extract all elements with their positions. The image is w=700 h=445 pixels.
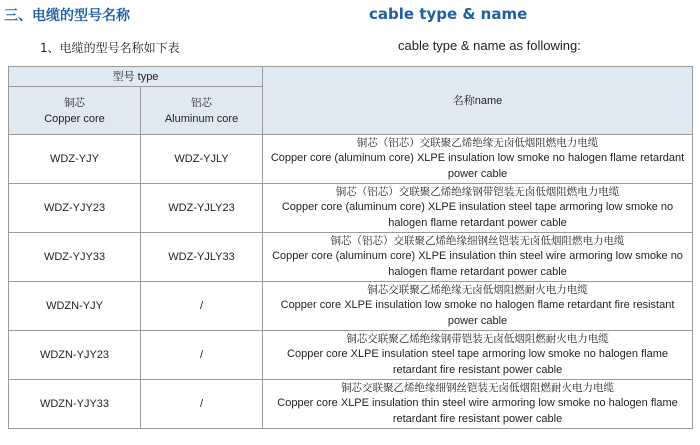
copper-model: WDZN-YJY: [9, 282, 141, 331]
copper-model: WDZ-YJY: [9, 135, 141, 184]
table-row: [9, 331, 693, 380]
cable-name-cn: 铜芯交联聚乙烯绝缘细钢丝铠装无卤低烟阻燃耐火电力电缆: [341, 381, 615, 394]
aluminum-model: /: [141, 282, 263, 331]
type-header: 型号 type: [9, 67, 263, 87]
cable-name-en-line2: halogen flame retardant power cable: [388, 265, 567, 278]
aluminum-core-header-en: Aluminum core: [164, 112, 239, 125]
aluminum-core-header: [141, 87, 263, 135]
cable-name: [263, 282, 693, 331]
copper-model: WDZ-YJY23: [9, 184, 141, 233]
cable-type-table: [8, 66, 693, 429]
table-row: [9, 233, 693, 282]
cable-name: [263, 331, 693, 380]
cable-name-en-line1: Copper core (aluminum core) XLPE insulation steel tape armoring low smoke no: [281, 201, 674, 214]
copper-model: WDZN-YJY23: [9, 331, 141, 380]
table-row: [9, 282, 693, 331]
cable-name-cn: 铜芯（铝芯）交联聚乙烯绝缘钢带铠装无卤低烟阻燃电力电缆: [335, 185, 620, 198]
copper-core-header-cn: 铜芯: [64, 96, 85, 109]
subtitle-cn: 1、电缆的型号名称如下表: [40, 41, 180, 55]
cable-name-cn: 铜芯交联聚乙烯绝缘无卤低烟阻燃耐火电力电缆: [367, 283, 588, 296]
cable-name-en-line2: retardant fire resistant power cable: [392, 363, 563, 376]
copper-core-header-en: Copper core: [44, 112, 105, 125]
cable-name-cn: 铜芯（铝芯）交联聚乙烯绝缘细钢丝铠装无卤低烟阻燃电力电缆: [330, 234, 625, 247]
copper-model: WDZ-YJY33: [9, 233, 141, 282]
cable-name-en-line1: Copper core (aluminum core) XLPE insulation low smoke no halogen flame retardant: [270, 152, 685, 165]
name-header: 名称name: [263, 67, 693, 135]
copper-model: WDZN-YJY33: [9, 380, 141, 429]
aluminum-model: /: [141, 380, 263, 429]
section-title-en: cable type & name: [369, 5, 528, 23]
aluminum-core-header-cn: 铝芯: [191, 96, 212, 109]
cable-name-en-line2: power cable: [447, 167, 508, 180]
cable-name-en-line1: Copper core XLPE insulation thin steel wire armoring low smoke no halogen flame: [277, 397, 678, 410]
table-row: [9, 380, 693, 429]
cable-name: [263, 184, 693, 233]
cable-name-en-line2: power cable: [447, 314, 508, 327]
cable-name-en-line1: Copper core XLPE insulation low smoke no halogen flame retardant fire resistant: [280, 299, 675, 312]
aluminum-model: WDZ-YJLY33: [141, 233, 263, 282]
aluminum-model: WDZ-YJLY: [141, 135, 263, 184]
cable-name-en-line2: halogen flame retardant power cable: [388, 216, 567, 229]
table-row: [9, 184, 693, 233]
section-title-cn: 三、电缆的型号名称: [4, 8, 130, 24]
aluminum-model: WDZ-YJLY23: [141, 184, 263, 233]
subtitle-en: cable type & name as following:: [398, 38, 581, 53]
cable-name-cn: 铜芯交联聚乙烯绝缘钢带铠装无卤低烟阻燃耐火电力电缆: [346, 332, 609, 345]
cable-name: [263, 380, 693, 429]
cable-name-en-line1: Copper core (aluminum core) XLPE insulation thin steel wire armoring low smoke no: [272, 250, 683, 263]
cable-name-en-line2: retardant fire resistant power cable: [392, 412, 563, 425]
aluminum-model: /: [141, 331, 263, 380]
cable-name: [263, 135, 693, 184]
copper-core-header: [9, 87, 141, 135]
cable-name-en-line1: Copper core XLPE insulation steel tape armoring low smoke no halogen flame: [287, 348, 668, 361]
cable-name-cn: 铜芯（铝芯）交联聚乙烯绝缘无卤低烟阻燃电力电缆: [356, 136, 599, 149]
cable-name: [263, 233, 693, 282]
table-row: [9, 135, 693, 184]
